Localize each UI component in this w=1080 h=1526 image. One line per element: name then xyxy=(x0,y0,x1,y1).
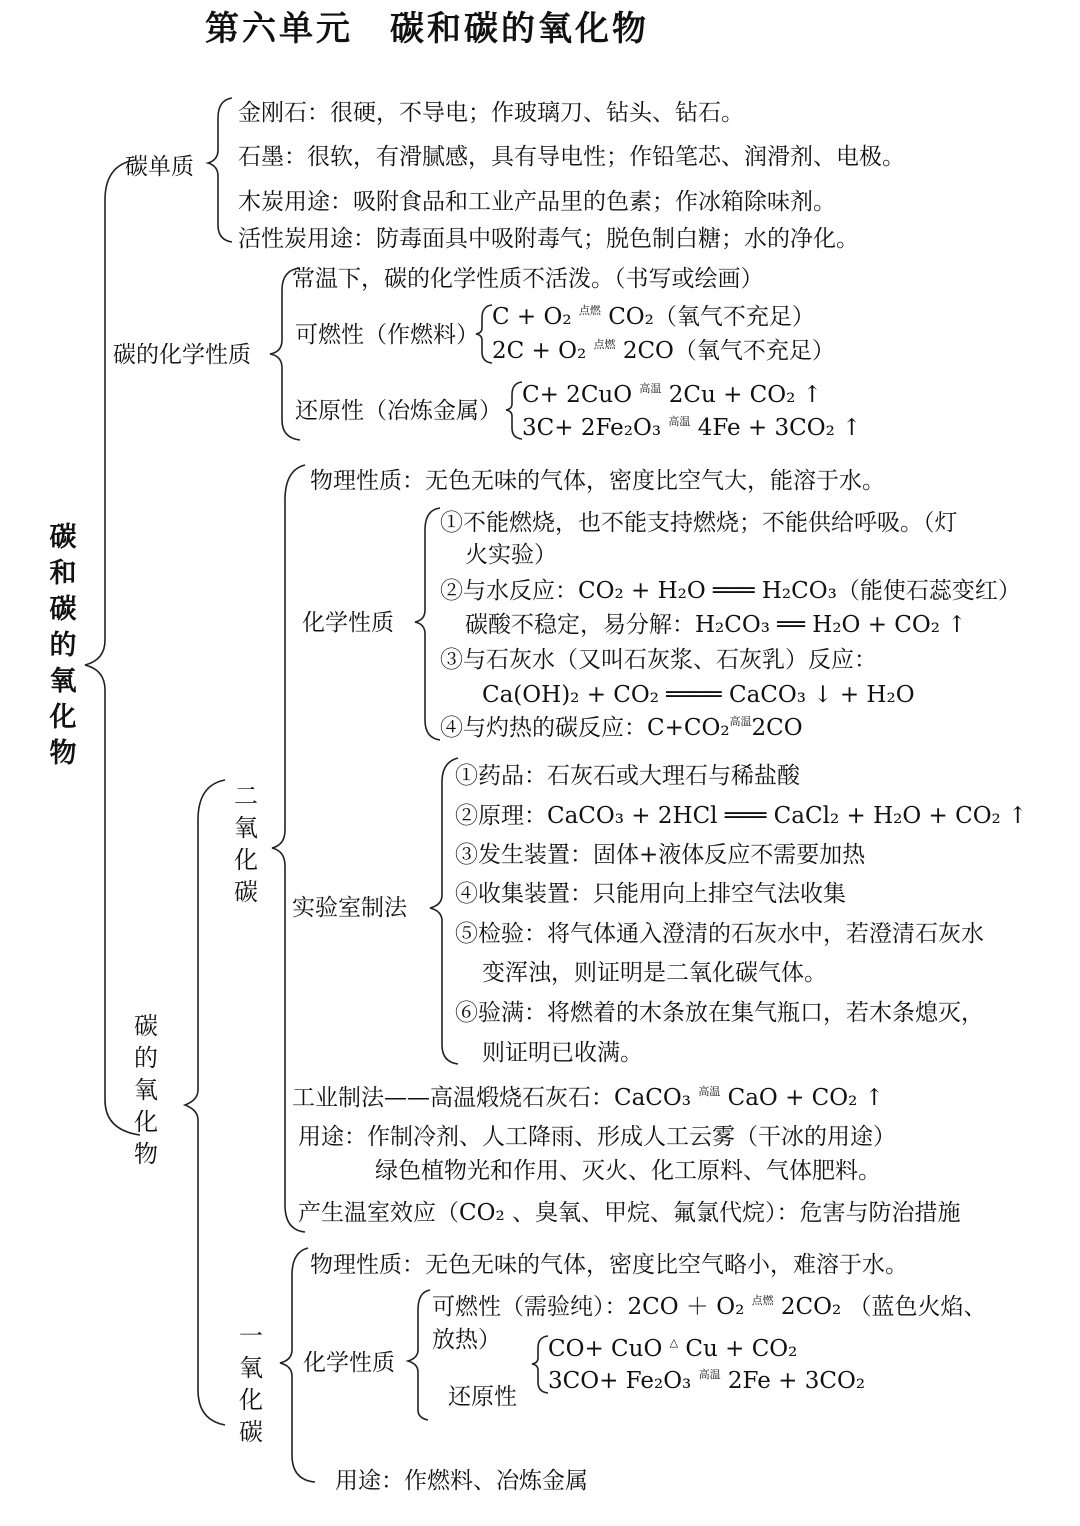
eq-rhs: 2Fe + 3CO₂ xyxy=(727,1368,866,1394)
co2-lab-line: 变浑浊，则证明是二氧化碳气体。 xyxy=(482,960,827,986)
eq-lhs: 可燃性（需验纯）：2CO ＋ O₂ xyxy=(432,1294,745,1320)
carbon-element-item: 活性炭用途：防毒面具中吸附毒气；脱色制白糖；水的净化。 xyxy=(238,226,859,252)
co-char: 化 xyxy=(239,1386,263,1414)
combustion-label: 可燃性（作燃料） xyxy=(295,322,479,348)
co-uses: 用途：作燃料、冶炼金属 xyxy=(335,1468,588,1494)
root-char: 物 xyxy=(49,738,77,769)
co-reduction-eq xyxy=(548,1334,797,1364)
eq-condition: 高温 xyxy=(698,1085,721,1098)
co-physical: 物理性质：无色无味的气体，密度比空气略小，难溶于水。 xyxy=(310,1252,908,1278)
carbon-element-item: 石墨：很软，有滑腻感，具有导电性；作铅笔芯、润滑剂、电极。 xyxy=(238,144,905,170)
combustion-eq xyxy=(492,302,815,332)
co2-chem-brace xyxy=(415,508,440,740)
carbon-element-item: 木炭用途：吸附食品和工业产品里的色素；作冰箱除味剂。 xyxy=(238,189,836,215)
co2-label xyxy=(230,780,262,908)
co2-uses: 用途：作制冷剂、人工降雨、形成人工云雾（干冰的用途） xyxy=(298,1124,896,1150)
oxides-brace xyxy=(185,780,225,1425)
eq-rhs: Cu + CO₂ xyxy=(685,1336,798,1362)
oxides-char: 化 xyxy=(134,1108,158,1136)
co2-char: 碳 xyxy=(234,878,258,906)
co2-lab-line: ④收集装置：只能用向上排空气法收集 xyxy=(455,881,846,907)
eq-rhs: 2CO xyxy=(751,715,803,741)
co-chem-label: 化学性质 xyxy=(303,1350,395,1376)
eq-rhs: CO₂（氧气不充足） xyxy=(608,304,815,330)
eq-rhs: CaO + CO₂ ↑ xyxy=(727,1085,884,1111)
eq-lhs: 2C + O₂ xyxy=(492,338,587,364)
root-char: 氧 xyxy=(49,666,77,697)
carbon-stable: 常温下，碳的化学性质不活泼。（书写或绘画） xyxy=(292,266,764,292)
co-label xyxy=(235,1320,267,1448)
co-chem-brace xyxy=(408,1290,430,1420)
reduction-brace xyxy=(506,382,522,439)
co2-chem-line: 碳酸不稳定，易分解：H₂CO₃ ══ H₂O + CO₂ ↑ xyxy=(465,612,967,638)
co2-lab-brace xyxy=(430,758,458,1064)
co2-lab-line: ③发生装置：固体+液体反应不需要加热 xyxy=(455,842,866,868)
eq-condition: 高温 xyxy=(639,382,662,395)
eq-condition: 点燃 xyxy=(751,1294,774,1307)
oxides-label xyxy=(130,1010,162,1170)
co2-brace xyxy=(272,465,305,1232)
oxides-char: 碳 xyxy=(134,1012,158,1040)
co-combustion xyxy=(432,1292,987,1322)
oxides-char: 的 xyxy=(134,1044,158,1072)
reduction-eq xyxy=(522,380,822,410)
co-char: 碳 xyxy=(239,1418,263,1446)
eq-lhs: 工业制法——高温煅烧石灰石：CaCO₃ xyxy=(292,1085,691,1111)
co2-chem-label: 化学性质 xyxy=(302,610,394,636)
root-brace xyxy=(85,160,140,1135)
co2-chem-line: ①不能燃烧，也不能支持燃烧；不能供给呼吸。（灯 xyxy=(440,510,958,536)
eq-rhs: 2Cu + CO₂ ↑ xyxy=(668,382,822,408)
eq-lhs: ④与灼热的碳反应：C+CO₂ xyxy=(440,715,730,741)
oxides-char: 物 xyxy=(134,1140,158,1168)
co2-industry xyxy=(292,1083,884,1113)
page-title: 第六单元 碳和碳的氧化物 xyxy=(205,9,649,49)
co2-chem-line: Ca(OH)₂ + CO₂ ════ CaCO₃ ↓ + H₂O xyxy=(482,682,915,708)
co2-lab-line: ⑤检验：将气体通入澄清的石灰水中，若澄清石灰水 xyxy=(455,921,984,947)
root-char: 化 xyxy=(49,702,77,733)
eq-rhs: 2CO（氧气不充足） xyxy=(622,338,835,364)
co2-lab-line: 则证明已收满。 xyxy=(482,1040,643,1066)
co2-chem-line: ③与石灰水（又叫石灰浆、石灰乳）反应： xyxy=(440,647,877,673)
co2-char: 氧 xyxy=(234,814,258,842)
oxides-char: 氧 xyxy=(134,1076,158,1104)
co2-lab-label: 实验室制法 xyxy=(292,895,407,921)
eq-lhs: 3CO+ Fe₂O₃ xyxy=(548,1368,692,1394)
eq-condition: 点燃 xyxy=(593,338,616,351)
co-reduction-eq xyxy=(548,1366,865,1396)
eq-condition: 高温 xyxy=(668,415,691,428)
co2-chem-line xyxy=(440,713,803,743)
co-char: 一 xyxy=(239,1322,263,1350)
co2-lab-line: ②原理：CaCO₃ + 2HCl ═══ CaCl₂ + H₂O + CO₂ ↑ xyxy=(455,803,1028,829)
reduction-label: 还原性（冶炼金属） xyxy=(295,398,502,424)
eq-lhs: C+ 2CuO xyxy=(522,382,633,408)
co2-physical: 物理性质：无色无味的气体，密度比空气大，能溶于水。 xyxy=(310,468,885,494)
root-char: 的 xyxy=(49,630,77,661)
co2-uses: 绿色植物光和作用、灭火、化工原料、气体肥料。 xyxy=(375,1158,881,1184)
eq-lhs: C + O₂ xyxy=(492,304,572,330)
eq-condition: 高温 xyxy=(729,715,752,728)
combustion-eq xyxy=(492,336,835,366)
carbon-element-label: 碳单质 xyxy=(125,154,194,180)
eq-rhs: 2CO₂ （蓝色火焰、 xyxy=(780,1294,987,1320)
eq-condition: △ xyxy=(669,1336,679,1349)
eq-condition: 高温 xyxy=(698,1368,721,1381)
eq-rhs: 4Fe + 3CO₂ ↑ xyxy=(697,415,862,441)
co-combustion: 放热） xyxy=(432,1327,501,1353)
carbon-element-brace xyxy=(208,98,232,242)
eq-lhs: 3C+ 2Fe₂O₃ xyxy=(522,415,662,441)
eq-condition: 点燃 xyxy=(578,304,601,317)
co2-char: 二 xyxy=(234,782,258,810)
co-reduction-label: 还原性 xyxy=(448,1384,517,1410)
co2-lab-line: ①药品：石灰石或大理石与稀盐酸 xyxy=(455,763,800,789)
co2-chem-line: 火实验） xyxy=(465,542,557,568)
co2-char: 化 xyxy=(234,846,258,874)
co-reduction-brace xyxy=(532,1336,548,1393)
co2-chem-line: ②与水反应：CO₂ + H₂O ═══ H₂CO₃（能使石蕊变红） xyxy=(440,578,1021,604)
reduction-eq xyxy=(522,413,861,443)
carbon-chem-label: 碳的化学性质 xyxy=(113,342,251,368)
root-char: 碳 xyxy=(49,594,77,625)
carbon-element-item: 金刚石：很硬，不导电；作玻璃刀、钻头、钻石。 xyxy=(238,100,744,126)
root-char: 和 xyxy=(49,558,77,589)
co2-greenhouse: 产生温室效应（CO₂ 、臭氧、甲烷、氟氯代烷）：危害与防治措施 xyxy=(298,1200,961,1226)
eq-lhs: CO+ CuO xyxy=(548,1336,663,1362)
root-label xyxy=(45,520,81,772)
co2-lab-line: ⑥验满：将燃着的木条放在集气瓶口，若木条熄灭， xyxy=(455,1000,984,1026)
root-char: 碳 xyxy=(49,522,77,553)
co-char: 氧 xyxy=(239,1354,263,1382)
